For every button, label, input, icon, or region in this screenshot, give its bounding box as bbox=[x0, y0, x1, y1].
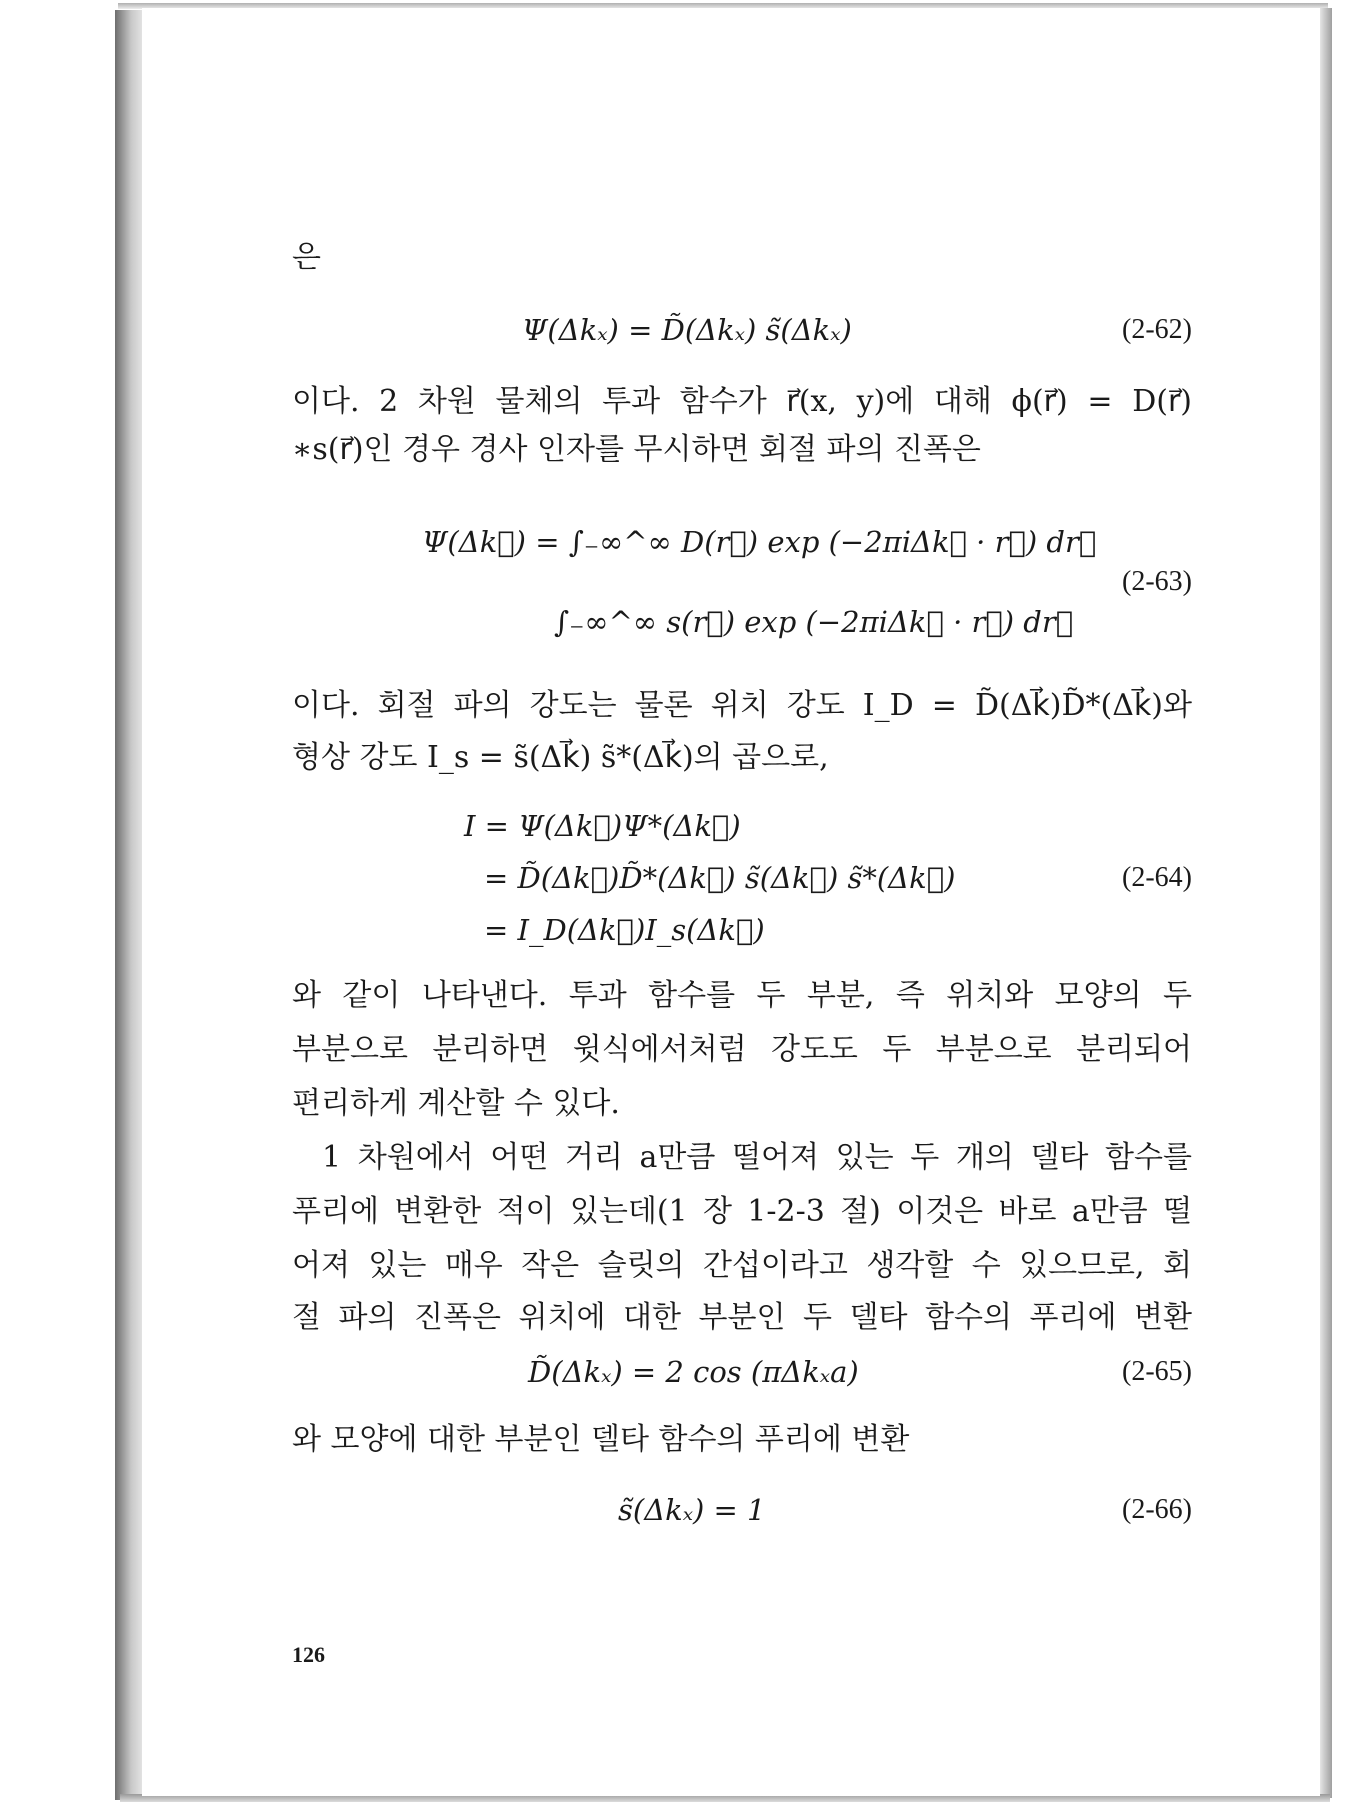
text-line-5: 형상 강도 I_s = s̃(Δk⃗) s̃*(Δk⃗)의 곱으로, bbox=[292, 740, 829, 775]
text-line-8: 편리하게 계산할 수 있다. bbox=[292, 1086, 620, 1121]
equation-2-63-line-2: ∫₋∞^∞ s(r⃗) exp (−2πiΔk⃗ · r⃗) dr⃗ bbox=[554, 605, 1074, 639]
equation-2-64-line-1: I = Ψ(Δk⃗)Ψ*(Δk⃗) bbox=[464, 809, 741, 843]
text-line-6: 와 같이 나타낸다. 투과 함수를 두 부분, 즉 위치와 모양의 두 bbox=[292, 978, 1192, 1013]
text-line-9: 1 차원에서 어떤 거리 a만큼 떨어져 있는 두 개의 델타 함수를 bbox=[322, 1140, 1192, 1175]
page-number: 126 bbox=[292, 1642, 325, 1667]
equation-number-2-65: (2-65) bbox=[1122, 1356, 1192, 1387]
text-line-3: ∗s(r⃗)인 경우 경사 인자를 무시하면 회절 파의 진폭은 bbox=[292, 432, 981, 467]
equation-2-64-line-2: = D̃(Δk⃗)D̃*(Δk⃗) s̃(Δk⃗) s̃*(Δk⃗) bbox=[484, 861, 956, 895]
text-line-13: 와 모양에 대한 부분인 델타 함수의 푸리에 변환 bbox=[292, 1422, 910, 1457]
text-line-7: 부분으로 분리하면 윗식에서처럼 강도도 두 부분으로 분리되어 bbox=[292, 1032, 1192, 1067]
text-line-10: 푸리에 변환한 적이 있는데(1 장 1-2-3 절) 이것은 바로 a만큼 떨 bbox=[292, 1194, 1192, 1229]
equation-number-2-64: (2-64) bbox=[1122, 862, 1192, 893]
equation-number-2-63: (2-63) bbox=[1122, 566, 1192, 597]
text-line-11: 어져 있는 매우 작은 슬릿의 간섭이라고 생각할 수 있으므로, 회 bbox=[292, 1248, 1192, 1283]
equation-number-2-66: (2-66) bbox=[1122, 1494, 1192, 1525]
equation-number-2-62: (2-62) bbox=[1122, 314, 1192, 345]
equation-2-65: D̃(Δkₓ) = 2 cos (πΔkₓa) bbox=[528, 1355, 859, 1389]
book-edge-right bbox=[1318, 8, 1332, 1798]
equation-2-63-line-1: Ψ(Δk⃗) = ∫₋∞^∞ D(r⃗) exp (−2πiΔk⃗ · r⃗) dr⃗ bbox=[422, 525, 1097, 559]
equation-2-64-line-3: = I_D(Δk⃗)I_s(Δk⃗) bbox=[484, 913, 765, 947]
text-line-12: 절 파의 진폭은 위치에 대한 부분인 두 델타 함수의 푸리에 변환 bbox=[292, 1300, 1192, 1335]
text-line-2: 이다. 2 차원 물체의 투과 함수가 r⃗(x, y)에 대해 ϕ(r⃗) = D(r⃗) bbox=[292, 384, 1192, 419]
text-line-4: 이다. 회절 파의 강도는 물론 위치 강도 I_D = D̃(Δk⃗)D̃*(Δk⃗)와 bbox=[292, 688, 1192, 723]
book-spine-edge bbox=[115, 10, 145, 1800]
equation-2-66: s̃(Δkₓ) = 1 bbox=[618, 1493, 766, 1527]
equation-2-62: Ψ(Δkₓ) = D̃(Δkₓ) s̃(Δkₓ) bbox=[522, 313, 852, 347]
text-line-1: 은 bbox=[292, 240, 321, 275]
